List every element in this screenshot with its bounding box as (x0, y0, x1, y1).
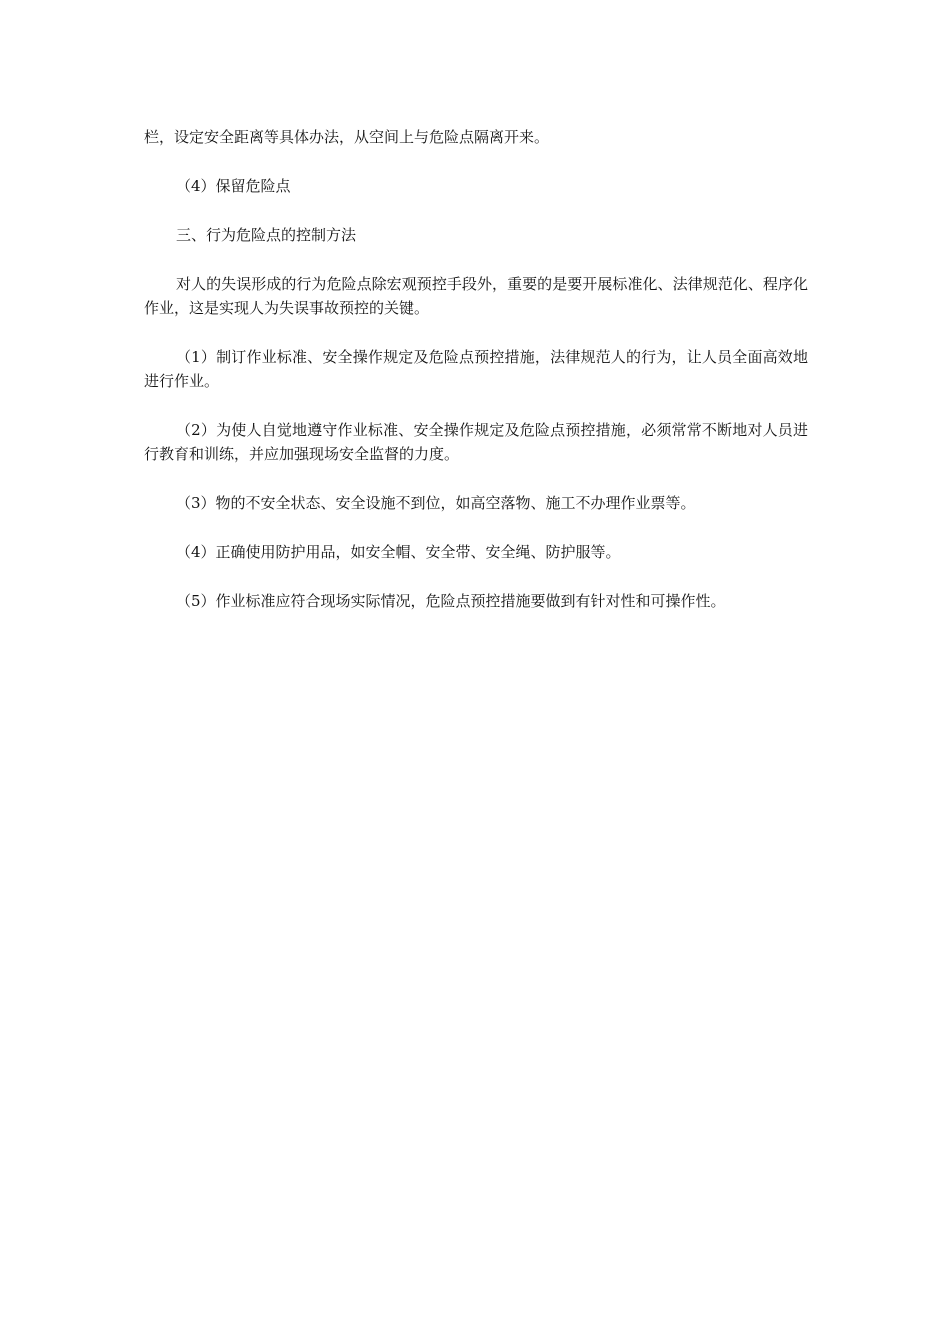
paragraph-continuation: 栏，设定安全距离等具体办法，从空间上与危险点隔离开来。 (144, 128, 550, 146)
list-item-3: （3）物的不安全状态、安全设施不到位，如高空落物、施工不办理作业票等。 (176, 494, 696, 512)
list-item-2: （2）为使人自觉地遵守作业标准、安全操作规定及危险点预控措施，必须常常不断地对人员进行教育和训练，并应加强现场安全监督的力度。 (144, 421, 808, 463)
paragraph-intro: 对人的失误形成的行为危险点除宏观预控手段外，重要的是要开展标准化、法律规范化、程序化作业，这是实现人为失误事故预控的关键。 (144, 275, 808, 317)
section-heading: 三、行为危险点的控制方法 (176, 226, 357, 244)
document-body (144, 125, 808, 638)
list-item-5: （5）作业标准应符合现场实际情况，危险点预控措施要做到有针对性和可操作性。 (176, 592, 726, 610)
list-item-1: （1）制订作业标准、安全操作规定及危险点预控措施，法律规范人的行为，让人员全面高效地进行作业。 (144, 348, 808, 390)
list-item-retain-hazard: （4）保留危险点 (176, 177, 291, 195)
list-item-4: （4）正确使用防护用品，如安全帽、安全带、安全绳、防护服等。 (176, 543, 621, 561)
